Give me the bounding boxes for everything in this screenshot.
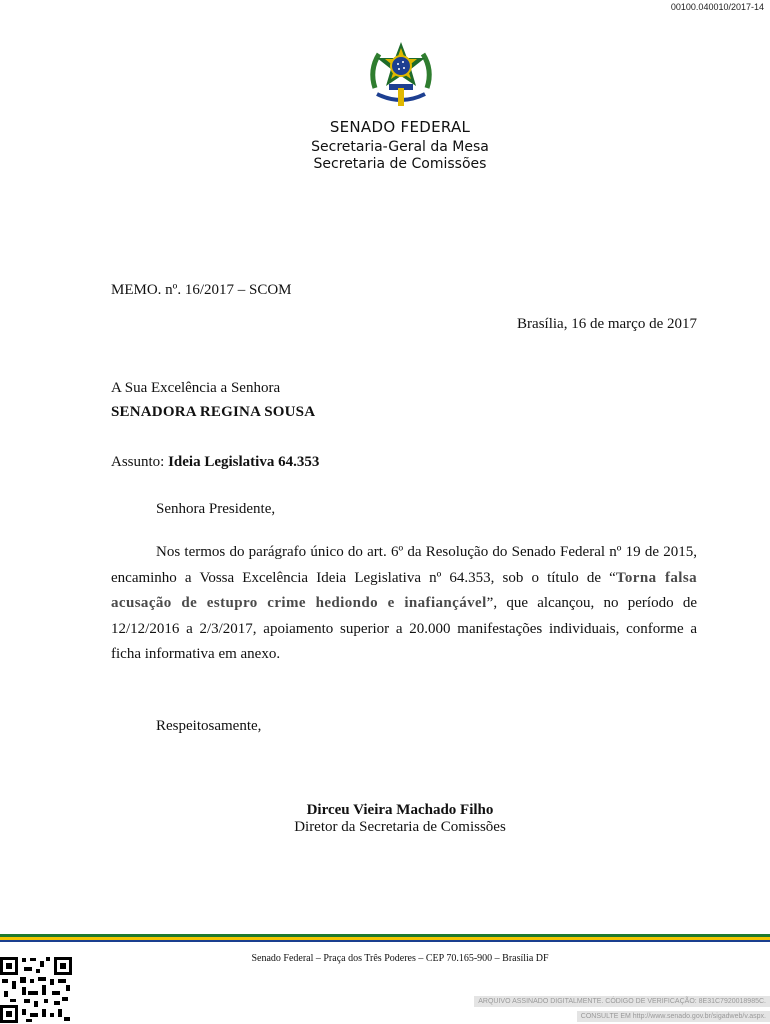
digital-signature-notice: ARQUIVO ASSINADO DIGITALMENTE. CÓDIGO DE VERIFICAÇÃO: 8E31C7920018985C.: [474, 996, 770, 1007]
salutation: Senhora Presidente,: [156, 501, 276, 517]
signer-name: Dirceu Vieira Machado Filho: [306, 802, 494, 818]
addressee-line-1: A Sua Excelência a Senhora: [111, 380, 281, 396]
body-text-2: ”, que alcançou, no período de 12/12/2016 a 2/3/2017, apoiamento superior a 20.000 manifestações individuais, conforme a ficha informativa em anexo.: [111, 595, 697, 662]
subject-line: [111, 452, 319, 472]
subject-value: Ideia Legislativa 64.353: [168, 454, 320, 470]
subject-label: Assunto:: [111, 454, 165, 470]
memo-date: Brasília, 16 de março de 2017: [517, 316, 697, 332]
body-text-1: Nos termos do parágrafo único do art. 6º da Resolução do Senado Federal nº 19 de 2015, encaminho a Vossa Excelência Ideia Legislativa nº 64.353, sob o título de “: [111, 544, 697, 586]
org-subtitle-1: Secretaria-Geral da Mesa: [311, 139, 489, 155]
memo-number: MEMO. nº. 16/2017 – SCOM: [111, 282, 292, 298]
idea-title: Torna falsa acusação de estupro crime hediondo e inafiançável: [111, 569, 697, 611]
qr-code-icon: [0, 955, 72, 1024]
document-number: 00100.040010/2017-14: [670, 2, 764, 12]
body-paragraph: [111, 540, 697, 668]
signer-role: Diretor da Secretaria de Comissões: [294, 819, 506, 835]
footer-stripe-blue: [0, 940, 770, 942]
addressee-name: SENADORA REGINA SOUSA: [111, 404, 316, 420]
org-subtitle-2: Secretaria de Comissões: [313, 156, 487, 172]
org-title: SENADO FEDERAL: [329, 118, 471, 136]
footer-address: Senado Federal – Praça dos Três Poderes – CEP 70.165-900 – Brasília DF: [251, 953, 549, 964]
brazil-coat-of-arms-icon: [365, 40, 437, 112]
closing: Respeitosamente,: [156, 718, 262, 734]
verification-url[interactable]: CONSULTE EM http://www.senado.gov.br/sigadweb/v.aspx.: [577, 1011, 770, 1022]
